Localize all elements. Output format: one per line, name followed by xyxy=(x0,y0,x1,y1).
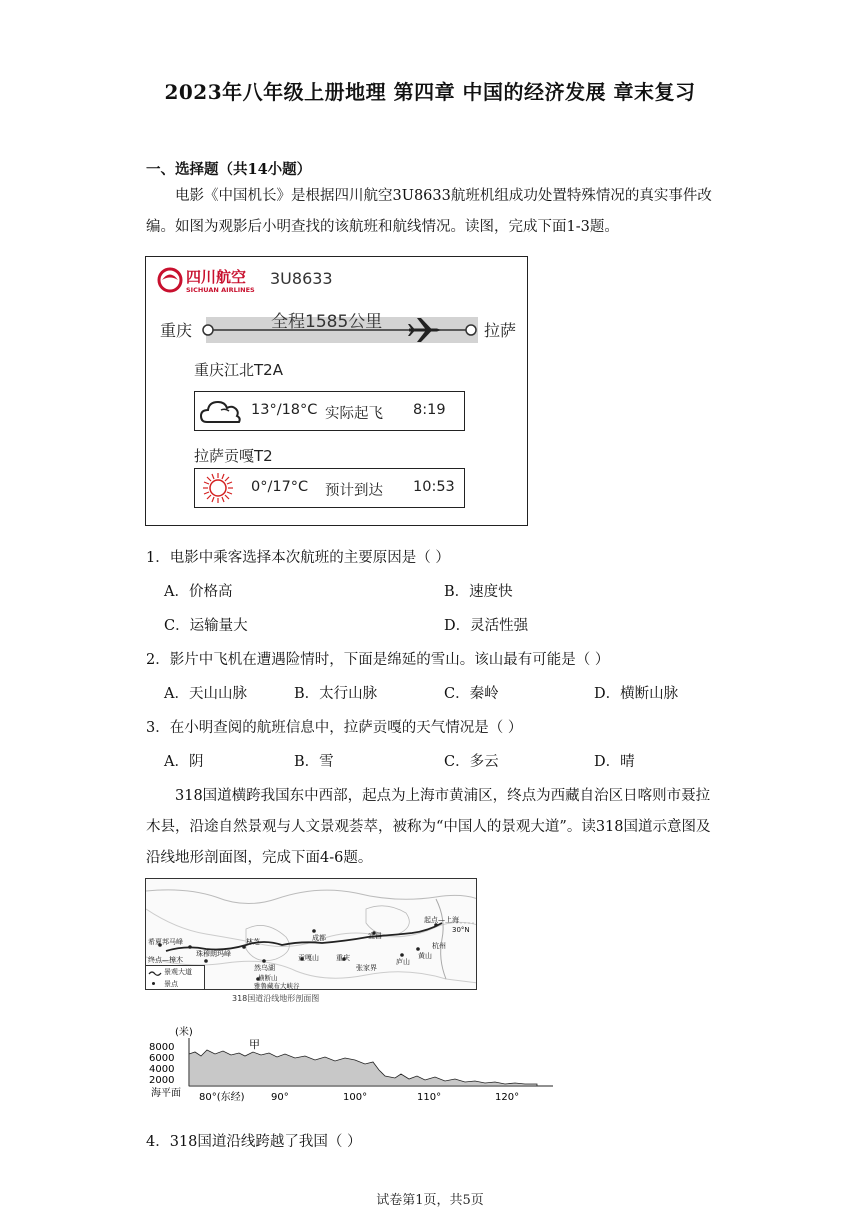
map-label-zhangjiajie: 张家界 xyxy=(356,964,377,972)
route-318-map xyxy=(145,878,477,990)
legend-road-label: 景观大道 xyxy=(164,968,192,976)
question-3-option-b[interactable]: B．雪 xyxy=(294,754,334,770)
cloud-icon xyxy=(199,394,245,428)
map-label-start: 起点—上海 xyxy=(424,916,459,924)
sun-icon xyxy=(199,471,239,505)
profile-x-tick-110: 110° xyxy=(417,1092,442,1103)
logo-text-en: SICHUAN AIRLINES xyxy=(186,286,255,294)
question-2-option-b[interactable]: B．太行山脉 xyxy=(294,686,378,702)
profile-y-tick-8000: 8000 xyxy=(149,1042,175,1053)
legend-point-label: 景点 xyxy=(164,980,178,988)
map-label-lushan: 庐山 xyxy=(396,958,410,966)
terrain-profile-area xyxy=(189,1050,537,1086)
arrival-time: 10:53 xyxy=(413,479,455,495)
departure-status: 实际起飞 xyxy=(325,406,383,422)
question-2-stem: 2．影片中飞机在遭遇险情时，下面是绵延的雪山。该山最有可能是（ ） xyxy=(146,652,610,668)
passage-2: 318国道横跨我国东中西部，起点为上海市黄浦区，终点为西藏自治区日喀则市聂拉木县，沿途自然景观与人文景观荟萃，被称为“中国人的景观大道”。读318国道示意图及沿线地形剖面图，完成下面4-6题。 xyxy=(146,788,711,866)
map-label-ranwu: 然乌湖 xyxy=(254,964,275,972)
airline-logo xyxy=(156,265,266,295)
question-4-stem: 4．318国道沿线跨越了我国（ ） xyxy=(146,1134,362,1150)
arrival-temperature: 0°/17°C xyxy=(251,479,309,495)
arrival-status: 预计到达 xyxy=(325,483,383,499)
departure-weather-box xyxy=(194,391,465,431)
departure-airport: 重庆江北T2A xyxy=(194,361,283,379)
legend-road-symbol xyxy=(148,969,162,977)
airline-logo-graphic xyxy=(156,265,266,295)
question-2-option-c[interactable]: C．秦岭 xyxy=(444,686,499,702)
map-label-yarlung: 雅鲁藏布大峡谷 xyxy=(254,982,300,990)
question-3-option-a[interactable]: A．阴 xyxy=(164,754,204,770)
section-heading: 一、选择题（共14小题） xyxy=(146,161,312,178)
page-title: 2023年八年级上册地理 第四章 中国的经济发展 章末复习 xyxy=(164,80,696,104)
destination-city: 拉萨 xyxy=(484,321,517,340)
map-label-chongqing: 重庆 xyxy=(336,954,350,962)
map-caption: 318国道沿线地形剖面图 xyxy=(232,994,320,1003)
profile-y-tick-2000: 2000 xyxy=(149,1075,175,1086)
question-2-option-a[interactable]: A．天山山脉 xyxy=(164,686,247,702)
flight-info-card xyxy=(145,256,528,526)
question-1-option-c[interactable]: C．运输量大 xyxy=(164,618,248,634)
profile-x-tick-80: 80°(东经) xyxy=(199,1092,245,1103)
arrival-weather-box xyxy=(194,468,465,508)
origin-city: 重庆 xyxy=(160,321,193,340)
profile-x-tick-90: 90° xyxy=(271,1092,289,1103)
profile-label-jia: 甲 xyxy=(249,1038,260,1051)
map-label-gongga: 贡嘎山 xyxy=(298,954,319,962)
route-distance: 全程1585公里 xyxy=(271,312,383,332)
map-label-everest: 珠穆朗玛峰 xyxy=(196,950,231,958)
question-1-stem: 1．电影中乘客选择本次航班的主要原因是（ ） xyxy=(146,550,450,566)
map-label-30n: 30°N xyxy=(452,926,470,934)
logo-text-cn: 四川航空 xyxy=(186,268,247,286)
profile-x-tick-100: 100° xyxy=(343,1092,368,1103)
profile-x-tick-120: 120° xyxy=(495,1092,520,1103)
map-legend xyxy=(146,965,205,990)
map-label-chengdu: 成都 xyxy=(312,934,326,942)
question-1-option-b[interactable]: B．速度快 xyxy=(444,584,513,600)
profile-sea-level: 海平面 xyxy=(151,1088,181,1099)
profile-y-tick-6000: 6000 xyxy=(149,1053,175,1064)
map-label-nyingchi: 林芝 xyxy=(246,938,260,946)
question-3-option-c[interactable]: C．多云 xyxy=(444,754,499,770)
legend-point-symbol xyxy=(152,982,155,985)
departure-time: 8:19 xyxy=(413,402,446,418)
airplane-icon xyxy=(408,318,441,342)
profile-unit: (米) xyxy=(175,1027,193,1038)
map-label-hangzhou: 杭州 xyxy=(432,942,446,950)
question-2-option-d[interactable]: D．横断山脉 xyxy=(594,686,679,702)
terrain-profile-chart xyxy=(145,1024,555,1106)
question-3-option-d[interactable]: D．晴 xyxy=(594,754,635,770)
flight-number: 3U8633 xyxy=(270,269,333,288)
route-line xyxy=(198,315,488,345)
question-1-option-d[interactable]: D．灵活性强 xyxy=(444,618,529,634)
arrival-airport: 拉萨贡嘎T2 xyxy=(194,447,273,465)
map-label-shishapangma: 希夏邦马峰 xyxy=(148,938,183,946)
map-label-yichang: 宜昌 xyxy=(368,932,382,940)
profile-y-tick-4000: 4000 xyxy=(149,1064,175,1075)
map-label-end: 终点—樟木 xyxy=(148,956,183,964)
passage-1: 电影《中国机长》是根据四川航空3U8633航班机组成功处置特殊情况的真实事件改编。如图为观影后小明查找的该航班和航线情况。读图，完成下面1-3题。 xyxy=(146,188,712,235)
page-footer: 试卷第1页，共5页 xyxy=(376,1193,484,1208)
departure-temperature: 13°/18°C xyxy=(251,402,318,418)
map-label-hengduan: 横断山 xyxy=(258,974,278,982)
question-3-stem: 3．在小明查阅的航班信息中，拉萨贡嘎的天气情况是（ ） xyxy=(146,720,523,736)
question-1-option-a[interactable]: A．价格高 xyxy=(164,584,233,600)
map-label-huangshan: 黄山 xyxy=(418,952,432,960)
